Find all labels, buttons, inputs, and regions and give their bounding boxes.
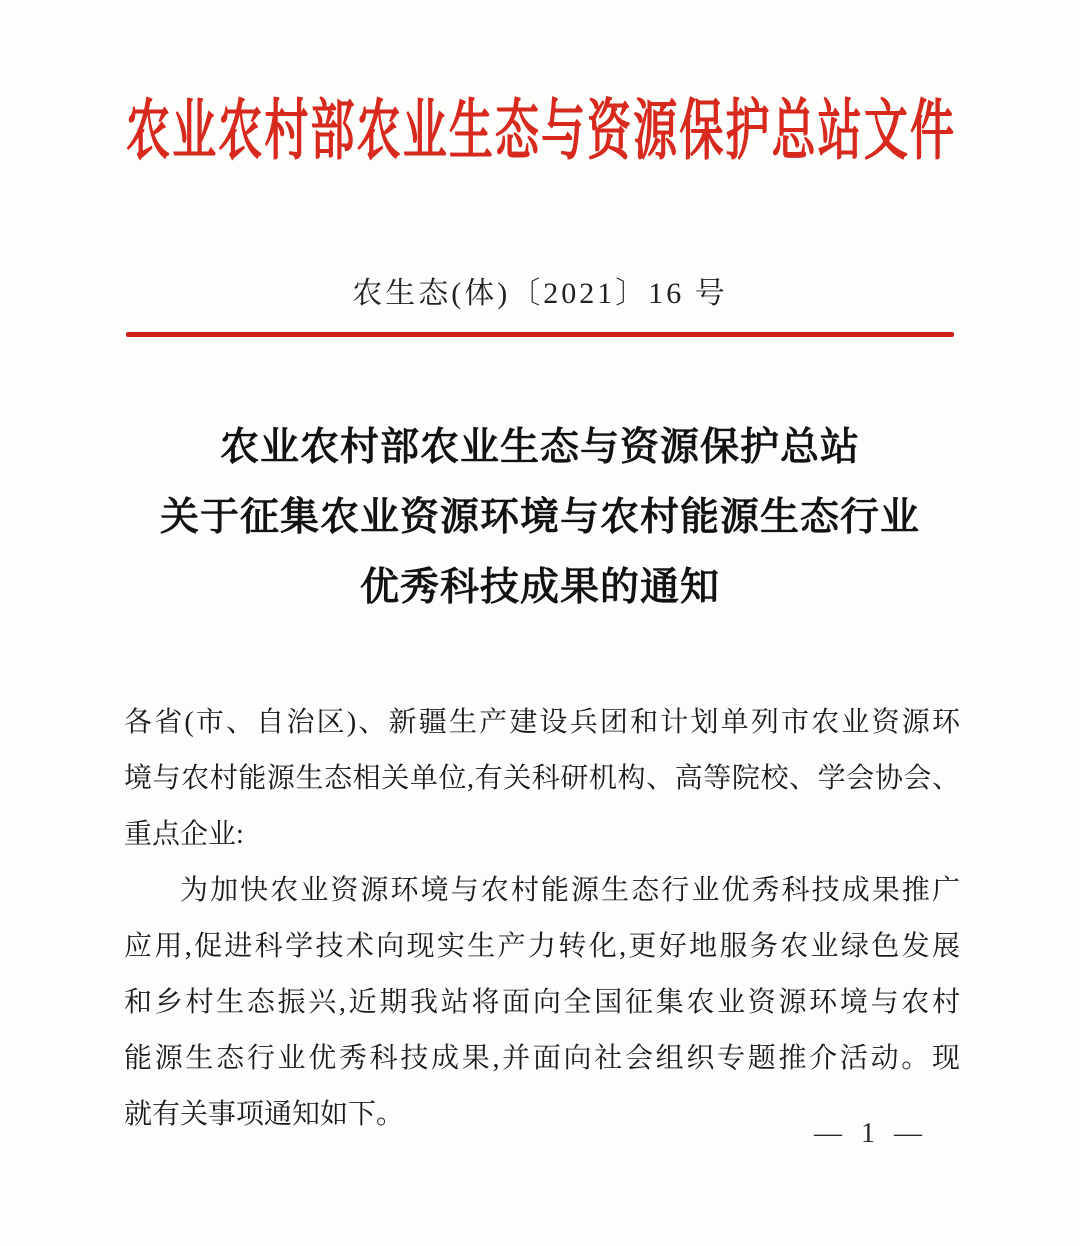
document-title-line-1: 农业农村部农业生态与资源保护总站	[219, 426, 860, 469]
document-title-line-3: 优秀科技成果的通知	[359, 566, 720, 609]
body-line: 重点企业:	[124, 819, 244, 850]
paragraph-addressees	[124, 695, 960, 863]
body-line: 能源生态行业优秀科技成果,并面向社会组织专题推介活动。现	[124, 1043, 960, 1074]
paragraph-purpose	[124, 863, 960, 1143]
body-line: 境与农村能源生态相关单位,有关科研机构、高等院校、学会协会、	[124, 763, 960, 794]
letterhead-title: 农业农村部农业生态与资源保护总站文件	[126, 94, 954, 168]
document-title	[0, 413, 1080, 623]
body-line: 应用,促进科学技术向现实生产力转化,更好地服务农业绿色发展	[124, 931, 960, 962]
body-line: 为加快农业资源环境与农村能源生态行业优秀科技成果推广	[180, 875, 960, 906]
document-number: 农生态(体)〔2021〕16 号	[352, 277, 728, 310]
document-title-line-2: 关于征集农业资源环境与农村能源生态行业	[159, 496, 920, 539]
page-number: — 1 —	[814, 1118, 928, 1149]
document-body	[124, 695, 960, 1143]
red-separator-rule	[126, 332, 954, 337]
body-line: 和乡村生态振兴,近期我站将面向全国征集农业资源环境与农村	[124, 987, 960, 1018]
body-line: 各省(市、自治区)、新疆生产建设兵团和计划单列市农业资源环	[124, 707, 960, 738]
body-line: 就有关事项通知如下。	[124, 1099, 405, 1130]
